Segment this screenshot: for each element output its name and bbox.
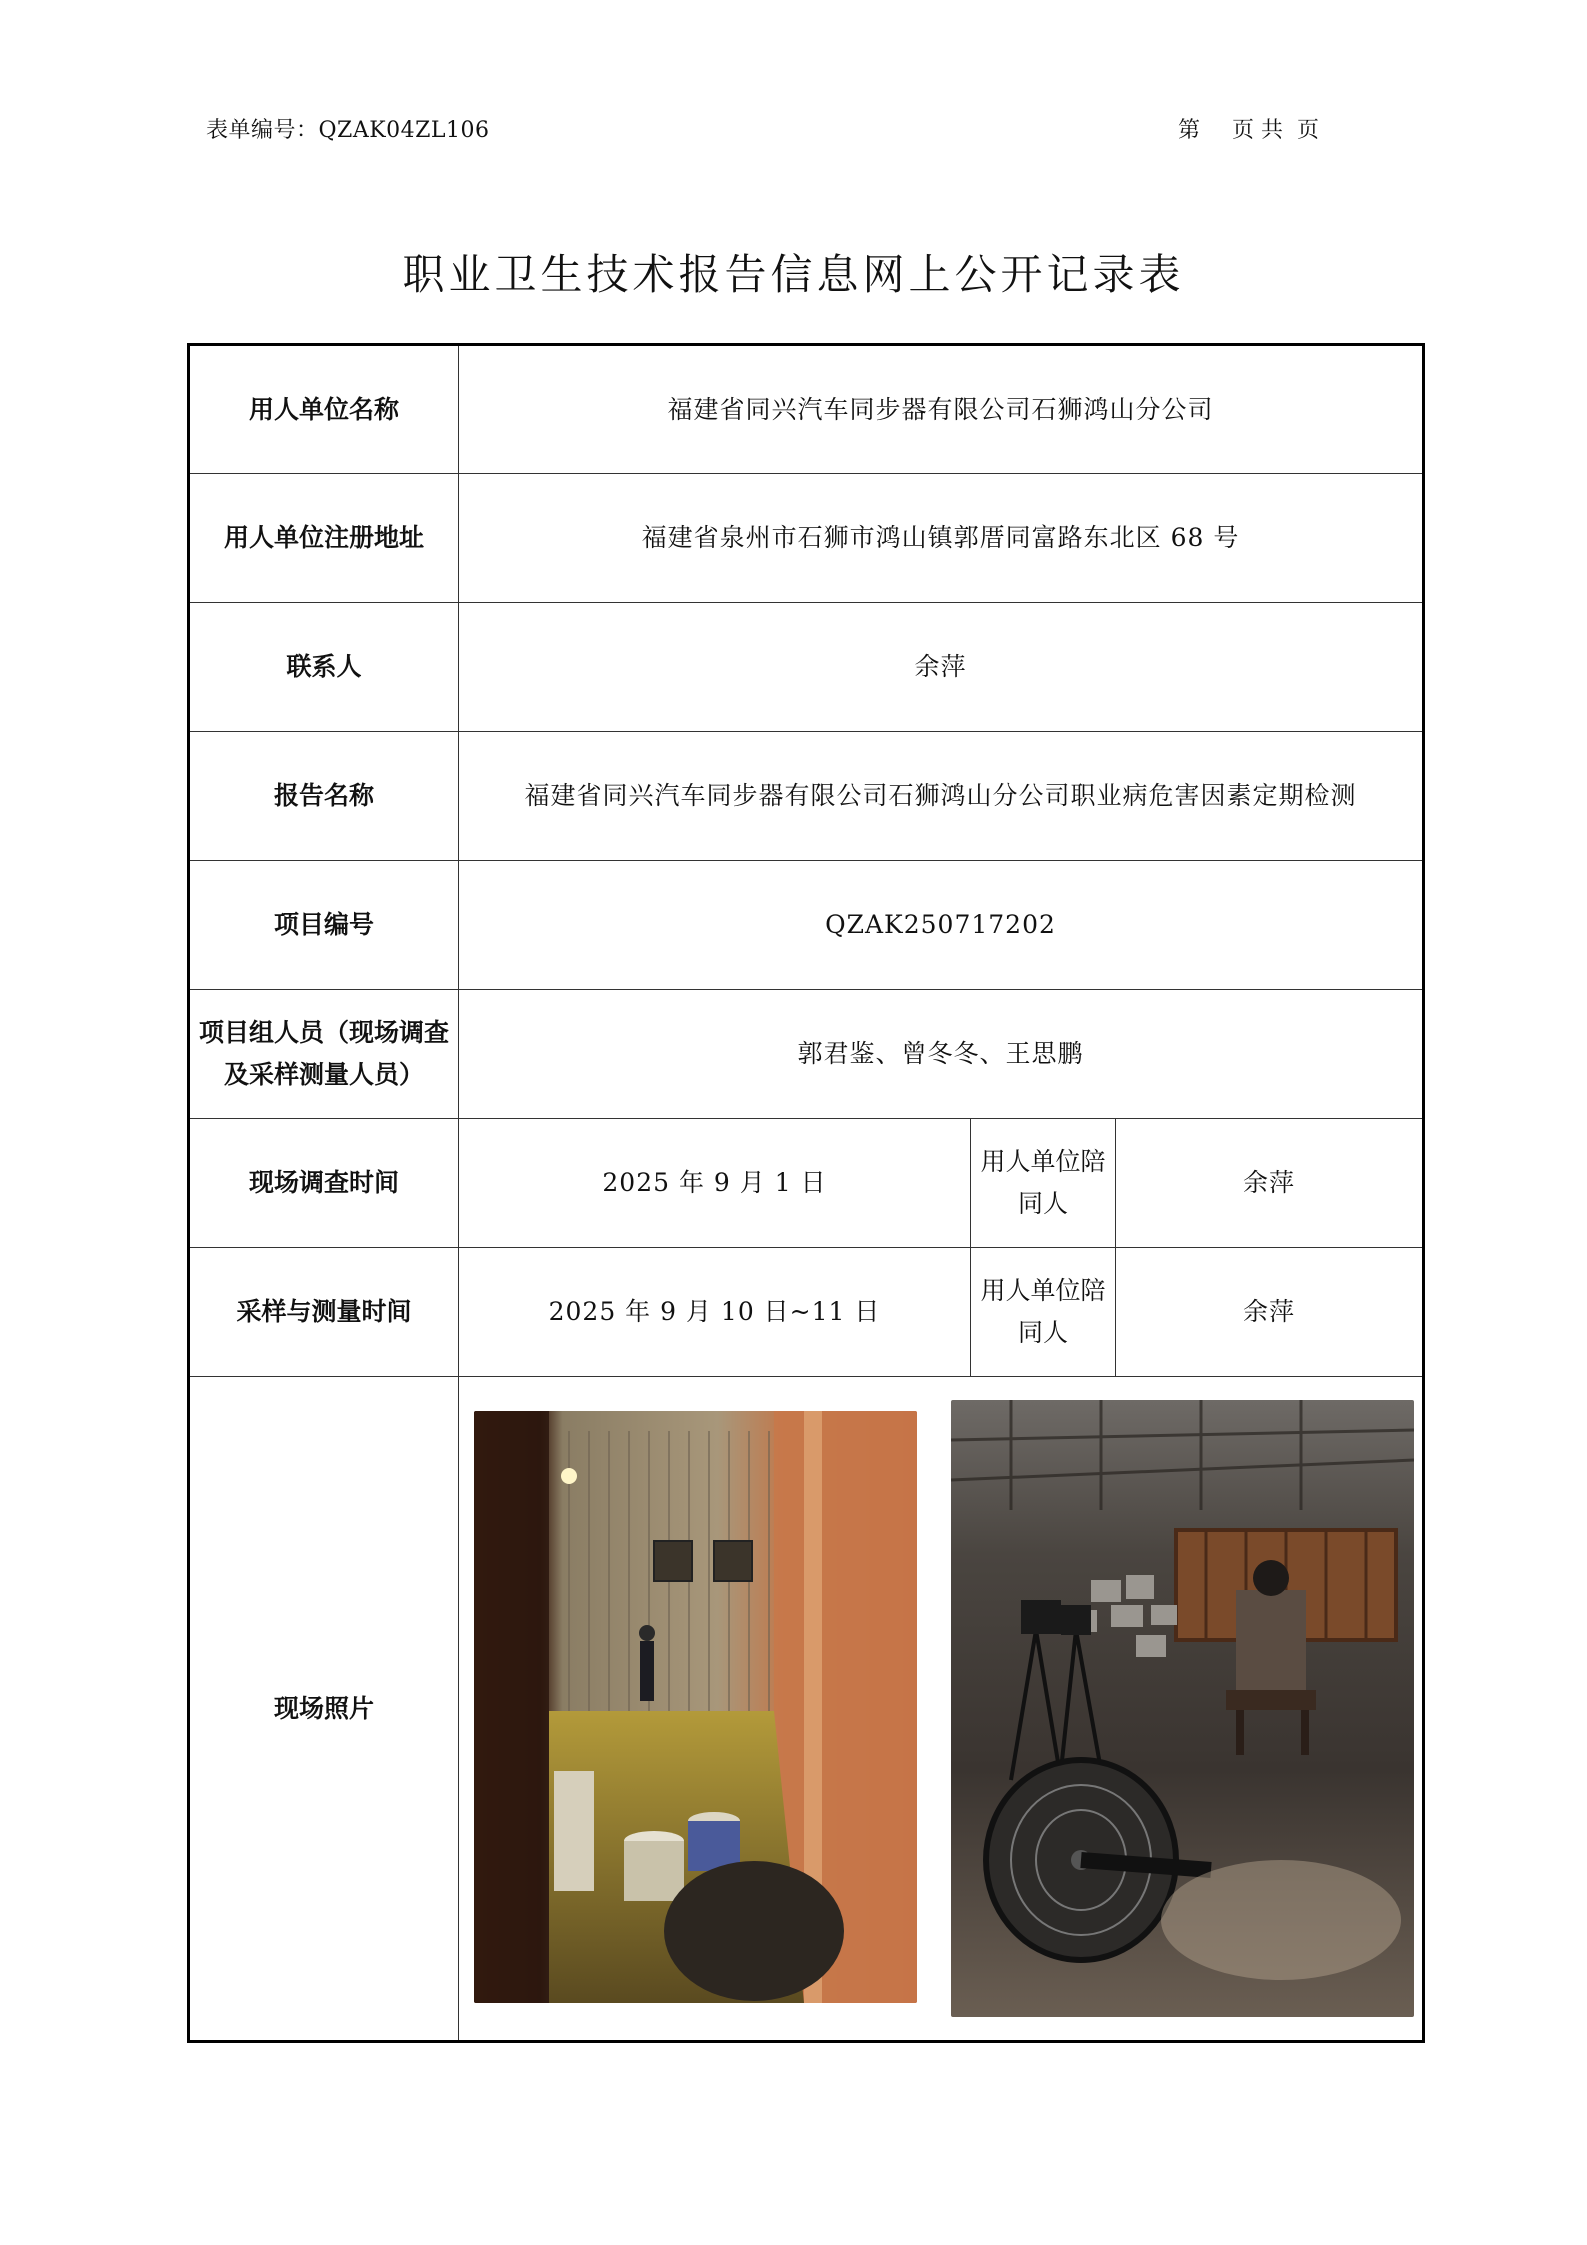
row-sampling-time: [189, 1248, 1424, 1377]
survey-time-label: 现场调查时间: [189, 1119, 459, 1248]
page-middle: 页 共: [1232, 118, 1284, 143]
sampling-time-label: 采样与测量时间: [189, 1248, 459, 1377]
page-suffix: 页: [1297, 118, 1320, 143]
row-team-members: [189, 990, 1424, 1119]
report-name-value: 福建省同兴汽车同步器有限公司石狮鸿山分公司职业病危害因素定期检测: [459, 732, 1424, 861]
employer-address-label: 用人单位注册地址: [189, 474, 459, 603]
row-survey-time: [189, 1119, 1424, 1248]
page-info: [1178, 113, 1351, 144]
row-site-photos: [189, 1377, 1424, 2042]
team-members-label: 项目组人员（现场调查及采样测量人员）: [189, 990, 459, 1119]
row-project-number: [189, 861, 1424, 990]
form-number: 表单编号：QZAK04ZL106: [206, 118, 490, 143]
photo-worker-spray-booth: [474, 1411, 917, 2003]
site-photos-cell: [459, 1377, 1424, 2042]
photo-gallery: [459, 1377, 1422, 2040]
sampling-companion-label: 用人单位陪同人: [971, 1248, 1116, 1377]
row-employer-name: [189, 345, 1424, 474]
sampling-time-value: 2025 年 9 月 10 日~11 日: [459, 1248, 971, 1377]
survey-companion-label: 用人单位陪同人: [971, 1119, 1116, 1248]
project-number-value: QZAK250717202: [459, 861, 1424, 990]
employer-name-label: 用人单位名称: [189, 345, 459, 474]
survey-time-value: 2025 年 9 月 1 日: [459, 1119, 971, 1248]
row-contact: [189, 603, 1424, 732]
page-prefix: 第: [1178, 118, 1201, 143]
project-number-label: 项目编号: [189, 861, 459, 990]
row-report-name: [189, 732, 1424, 861]
survey-companion-value: 余萍: [1116, 1119, 1424, 1248]
photo-worker-fan-workshop: [951, 1400, 1414, 2017]
photo-spray-booth-image: [474, 1411, 917, 2003]
employer-name-value: 福建省同兴汽车同步器有限公司石狮鸿山分公司: [459, 345, 1424, 474]
employer-address-value: 福建省泉州市石狮市鸿山镇郭厝同富路东北区 68 号: [459, 474, 1424, 603]
contact-value: 余萍: [459, 603, 1424, 732]
row-employer-address: [189, 474, 1424, 603]
contact-label: 联系人: [189, 603, 459, 732]
photo-workshop-image: [951, 1400, 1414, 2017]
site-photos-label: 现场照片: [189, 1377, 459, 2042]
team-members-value: 郭君鉴、曾冬冬、王思鹏: [459, 990, 1424, 1119]
sampling-companion-value: 余萍: [1116, 1248, 1424, 1377]
report-name-label: 报告名称: [189, 732, 459, 861]
document-title: 职业卫生技术报告信息网上公开记录表: [402, 250, 1185, 299]
record-table: [187, 343, 1425, 2043]
